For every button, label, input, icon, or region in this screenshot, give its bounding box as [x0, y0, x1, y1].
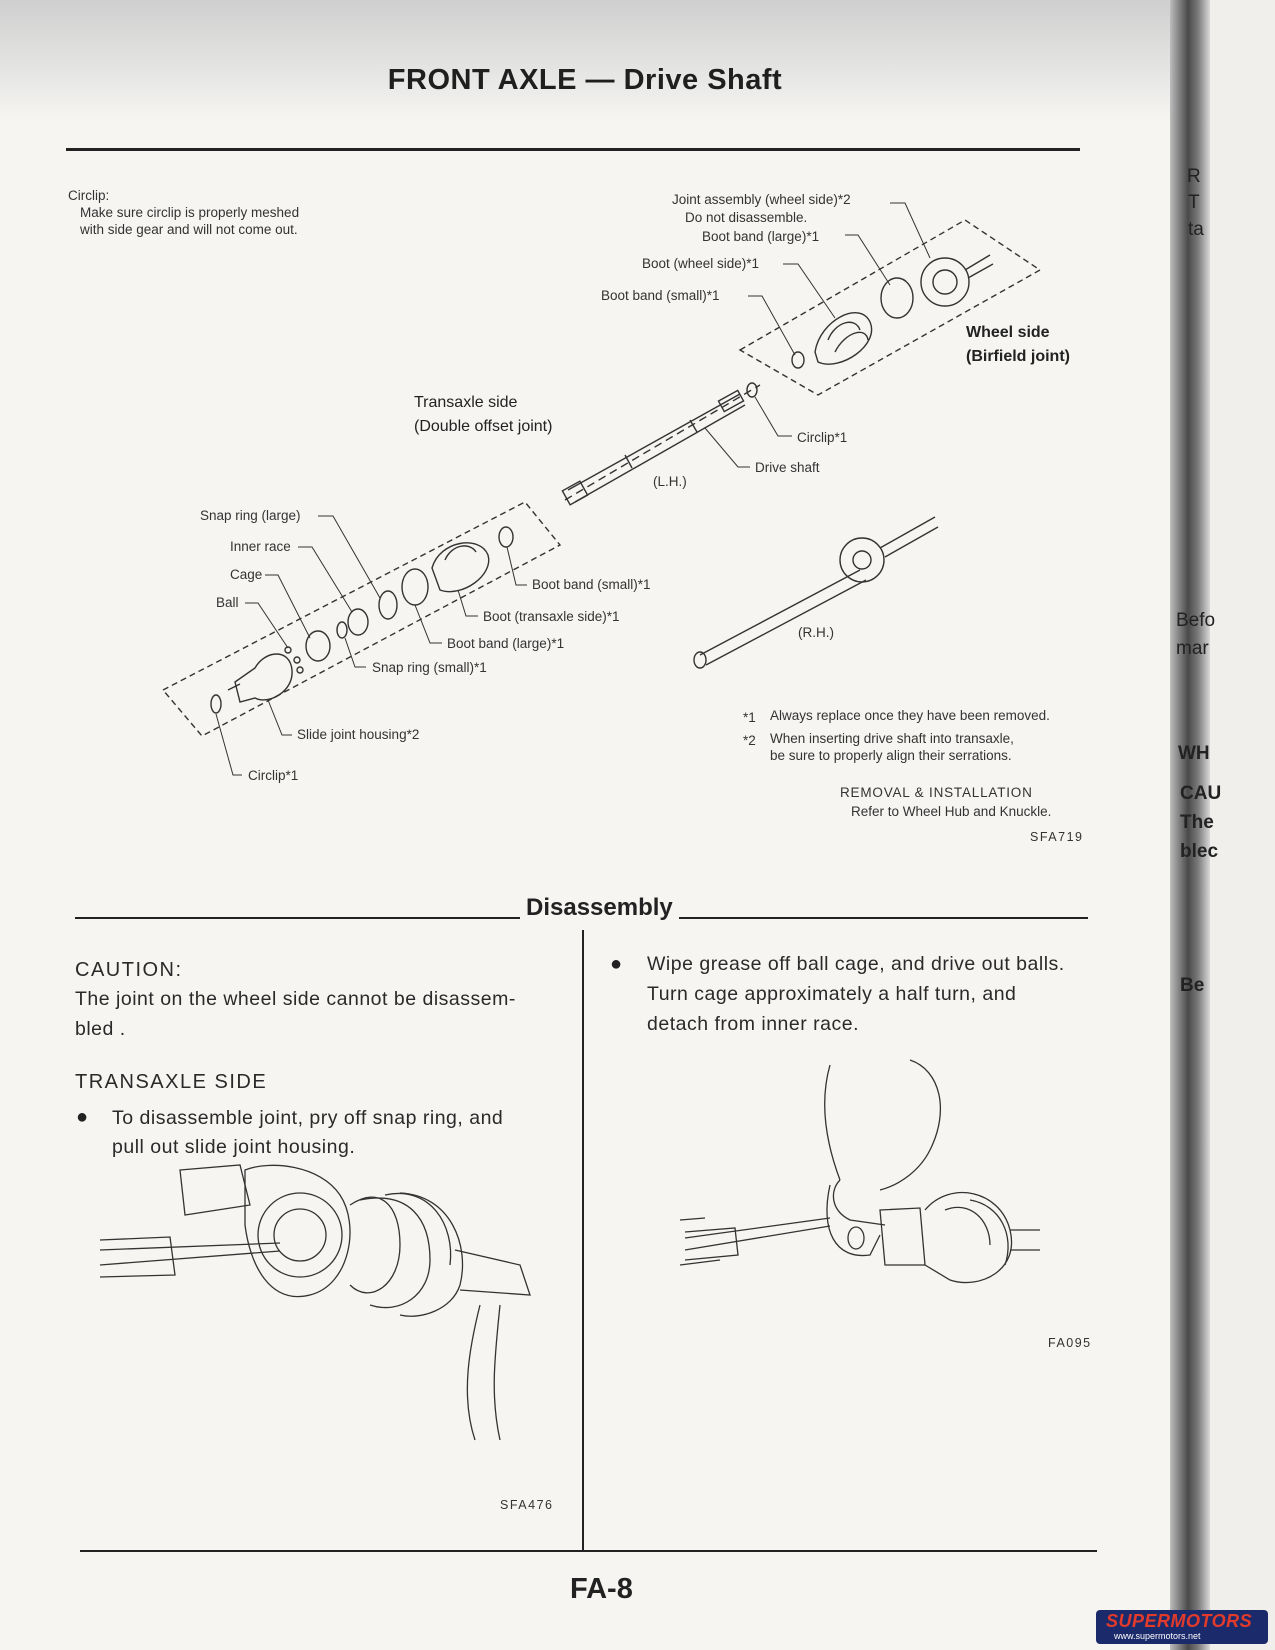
- boot-band-large-trans: [402, 569, 428, 605]
- section-title-disassembly: Disassembly: [520, 894, 679, 922]
- slide-joint-housing: [228, 654, 292, 702]
- rh-shaft: [694, 517, 938, 668]
- label-double-offset-joint: (Double offset joint): [414, 418, 553, 435]
- cage: [306, 631, 330, 661]
- label-circlip-trans: Circlip*1: [248, 768, 299, 783]
- adjacent-text: The: [1180, 812, 1214, 833]
- label-joint-assembly: Joint assembly (wheel side)*2: [672, 192, 851, 207]
- caution-label: CAUTION:: [75, 959, 183, 981]
- adjacent-text: ta: [1188, 219, 1204, 240]
- snap-ring-large: [379, 591, 397, 619]
- label-boot-band-large-trans: Boot band (large)*1: [447, 636, 565, 651]
- note2-line2: be sure to properly align their serrations.: [770, 748, 1012, 763]
- adjacent-text: R: [1187, 166, 1201, 187]
- caution-line2: bled .: [75, 1018, 126, 1040]
- note1-mark: *1: [743, 710, 756, 725]
- inner-race: [348, 609, 368, 635]
- label-transaxle-side: Transaxle side: [414, 394, 518, 411]
- figure-code-sfa476: SFA476: [500, 1498, 554, 1512]
- label-boot-band-large-wheel: Boot band (large)*1: [702, 229, 820, 244]
- adjacent-text: WH: [1178, 743, 1210, 764]
- page-title: FRONT AXLE — Drive Shaft: [387, 64, 783, 96]
- circlip-note-line2: with side gear and will not come out.: [80, 222, 298, 237]
- label-cage: Cage: [230, 567, 263, 582]
- left-bullet-line1: To disassemble joint, pry off snap ring, and: [112, 1107, 504, 1129]
- circlip-wheel: [747, 383, 757, 397]
- label-boot-band-small-trans: Boot band (small)*1: [532, 577, 651, 592]
- adjacent-text: Be: [1180, 975, 1205, 996]
- note1-text: Always replace once they have been removed.: [770, 708, 1050, 723]
- label-inner-race: Inner race: [230, 539, 291, 554]
- right-bullet-line1: Wipe grease off ball cage, and drive out balls.: [647, 953, 1065, 975]
- boot-band-small-trans: [499, 527, 513, 547]
- adjacent-text: Befo: [1176, 610, 1216, 631]
- page-number: FA-8: [570, 1573, 633, 1605]
- joint-assembly-wheel: [921, 255, 993, 306]
- circlip-note-line1: Make sure circlip is properly meshed: [80, 205, 300, 220]
- label-lh: (L.H.): [653, 474, 687, 489]
- label-snap-ring-small: Snap ring (small)*1: [372, 660, 487, 675]
- bottom-rule: [80, 1550, 1097, 1552]
- removal-ref: Refer to Wheel Hub and Knuckle.: [851, 804, 1052, 819]
- boot-wheel-side: [815, 313, 872, 364]
- bullet-marker: ●: [610, 953, 623, 975]
- label-slide-joint-housing: Slide joint housing*2: [297, 727, 420, 742]
- label-drive-shaft: Drive shaft: [755, 460, 820, 475]
- right-bullet-line2: Turn cage approximately a half turn, and: [647, 983, 1017, 1005]
- label-birfield-joint: (Birfield joint): [966, 348, 1070, 365]
- circlip-note-title: Circlip:: [68, 188, 110, 203]
- illustration-pry-snap-ring: [100, 1165, 560, 1445]
- boot-band-small-wheel: [792, 352, 804, 368]
- label-boot-transaxle-side: Boot (transaxle side)*1: [483, 609, 620, 624]
- right-bullet-line3: detach from inner race.: [647, 1013, 860, 1035]
- watermark-brand: SUPERMOTORS: [1106, 1611, 1253, 1631]
- adjacent-text: CAU: [1180, 783, 1222, 804]
- illustration-drive-out-balls: [680, 1060, 1040, 1320]
- figure-code-sfa719: SFA719: [1030, 830, 1084, 844]
- label-boot-band-small-wheel: Boot band (small)*1: [601, 288, 720, 303]
- leader-lines: [216, 203, 930, 775]
- label-rh: (R.H.): [798, 625, 834, 640]
- transaxle-side-heading: TRANSAXLE SIDE: [75, 1071, 268, 1093]
- boot-band-large-wheel: [881, 278, 913, 318]
- label-wheel-side: Wheel side: [966, 324, 1050, 341]
- label-circlip-wheel: Circlip*1: [797, 430, 848, 445]
- adjacent-text: T: [1188, 192, 1200, 213]
- label-boot-wheel-side: Boot (wheel side)*1: [642, 256, 760, 271]
- note2-line1: When inserting drive shaft into transaxle,: [770, 731, 1014, 746]
- circlip-trans: [211, 695, 221, 713]
- bullet-marker: ●: [76, 1106, 89, 1128]
- adjacent-text: mar: [1176, 638, 1209, 659]
- label-snap-ring-large: Snap ring (large): [200, 508, 301, 523]
- column-divider: [582, 930, 584, 1550]
- label-do-not-disassemble: Do not disassemble.: [685, 210, 808, 225]
- supermotors-watermark: [1096, 1610, 1268, 1644]
- removal-title: REMOVAL & INSTALLATION: [840, 785, 1033, 800]
- boot-transaxle-side: [432, 543, 489, 592]
- adjacent-text: blec: [1180, 841, 1219, 862]
- left-bullet-line2: pull out slide joint housing.: [112, 1136, 356, 1158]
- figure-code-fa095: FA095: [1048, 1336, 1092, 1350]
- caution-line1: The joint on the wheel side cannot be disassem-: [75, 988, 516, 1010]
- watermark-url: www.supermotors.net: [1114, 1631, 1201, 1641]
- note2-mark: *2: [743, 733, 756, 748]
- label-ball: Ball: [216, 595, 239, 610]
